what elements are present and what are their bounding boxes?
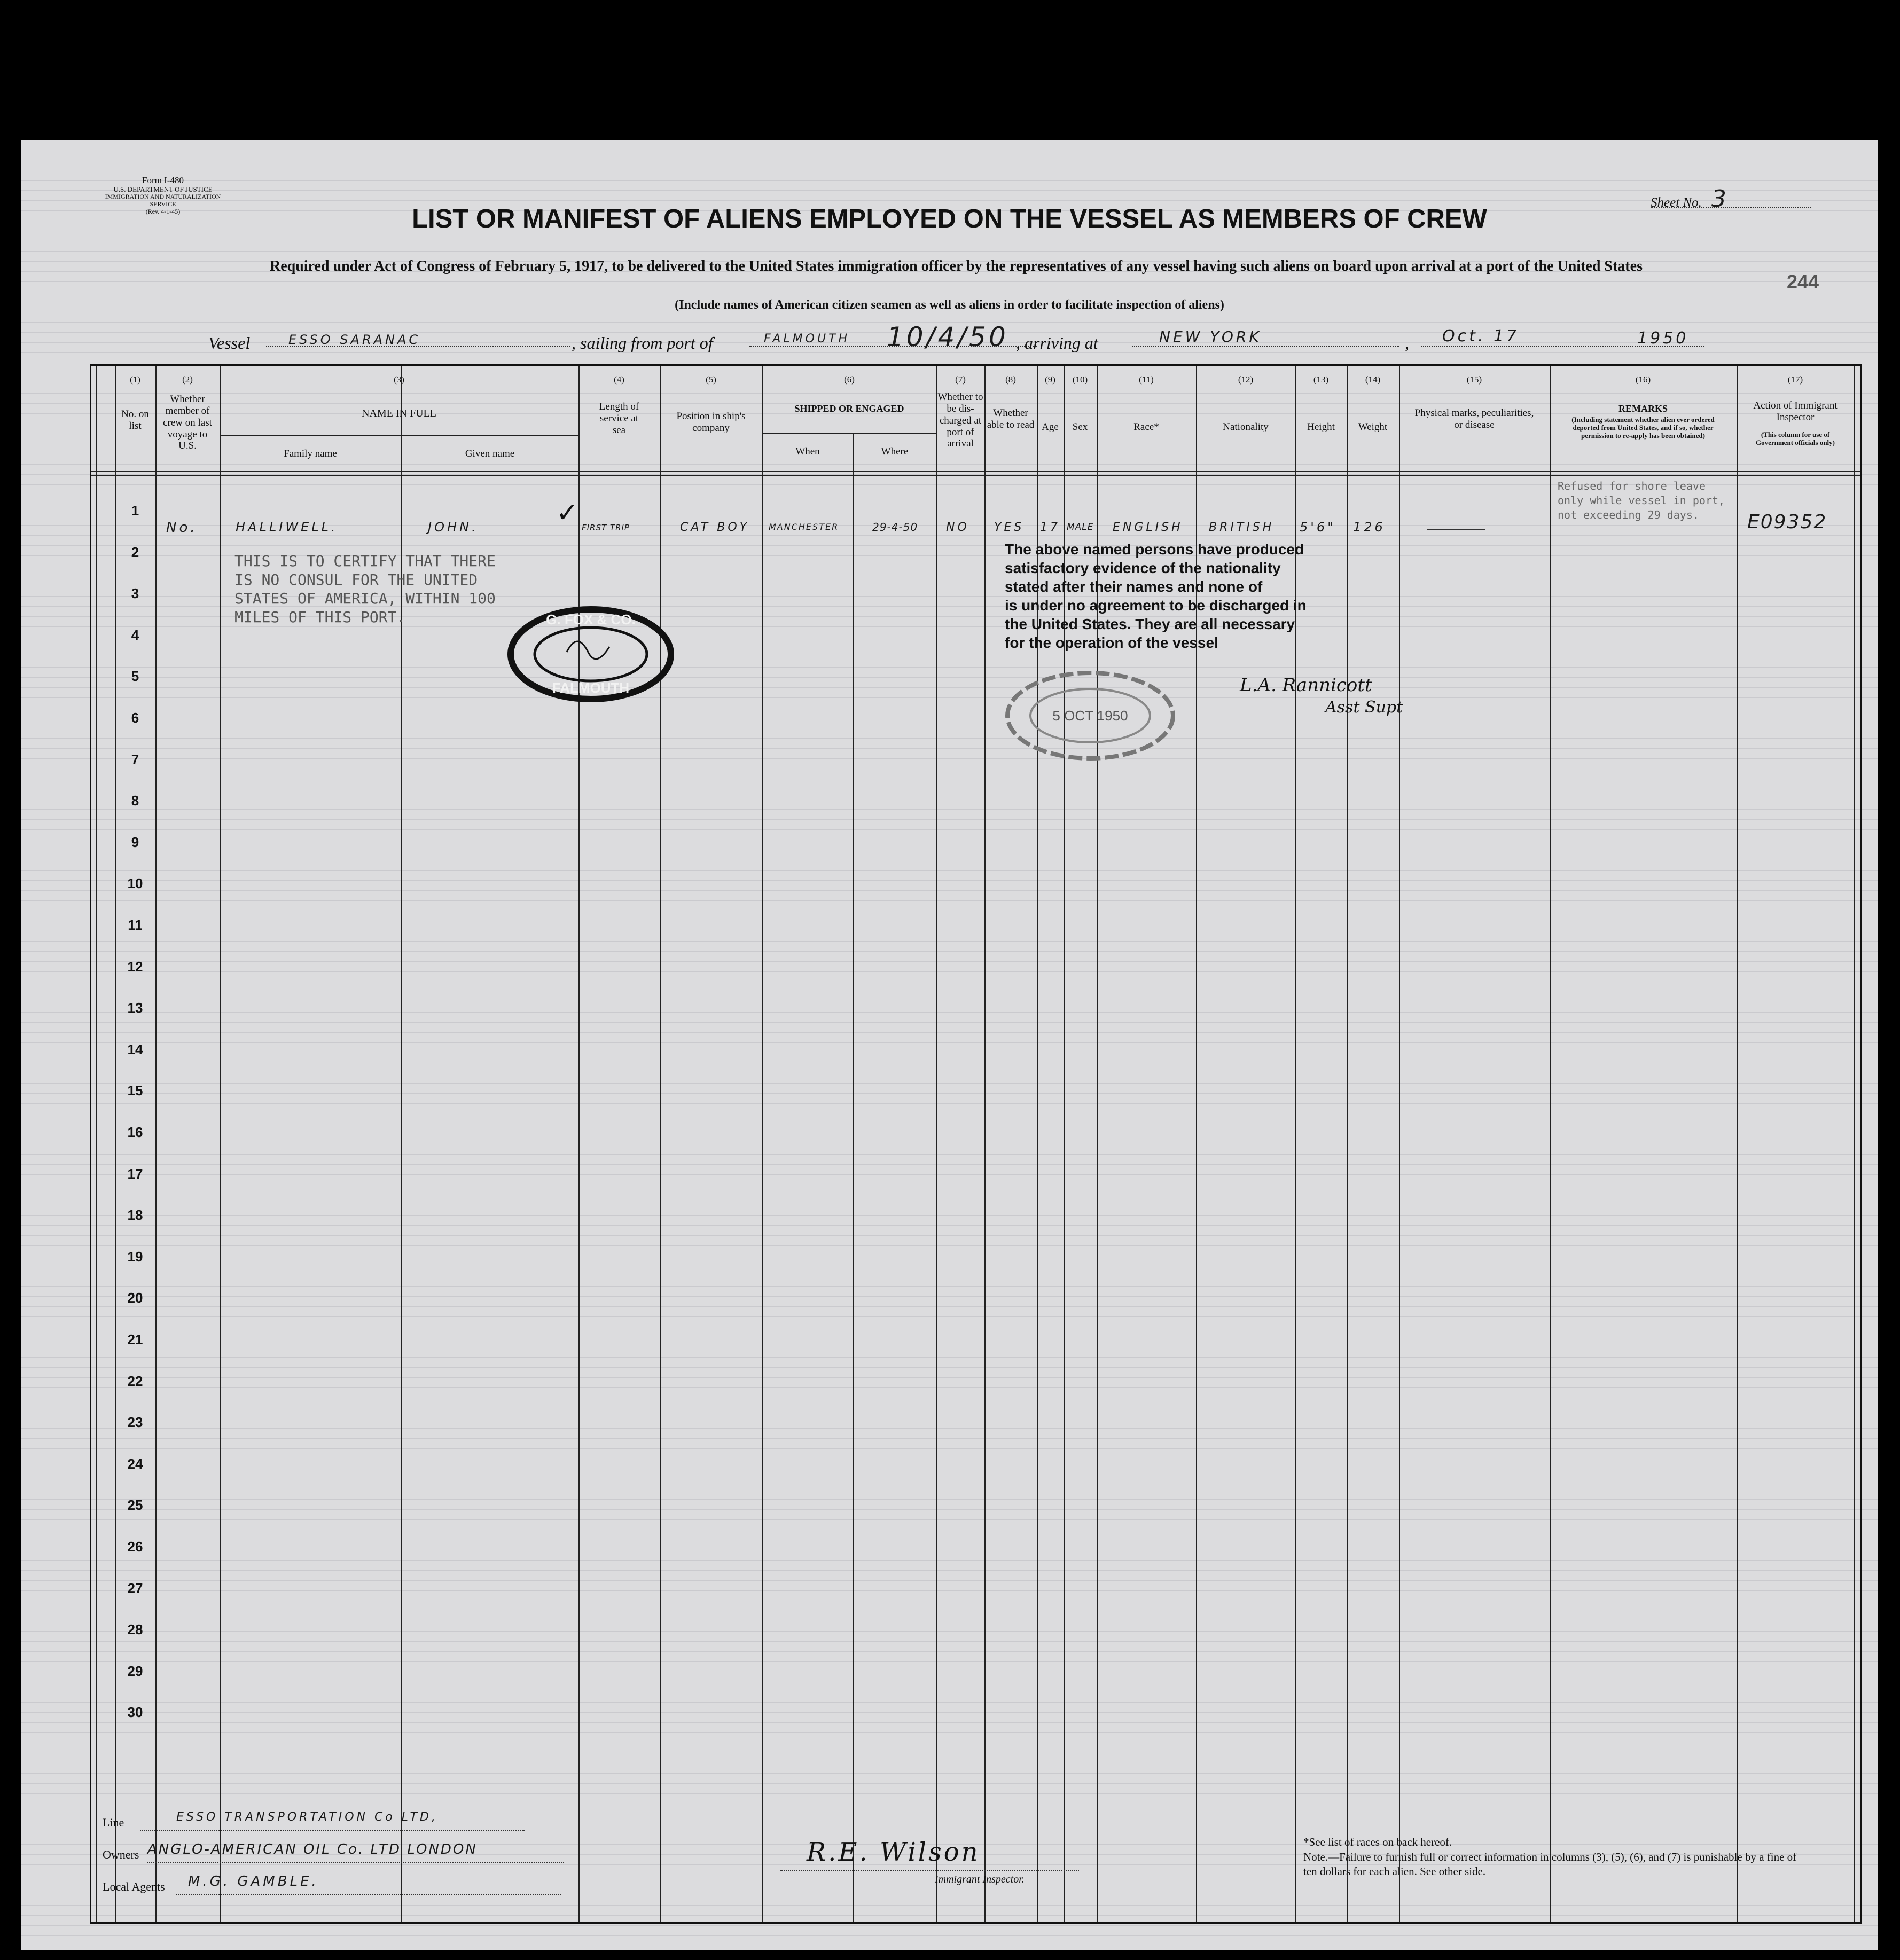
sheet-label: Sheet No. xyxy=(1651,195,1702,210)
col-head-family: Family name xyxy=(284,448,337,459)
cell-nationality: BRITISH xyxy=(1209,521,1275,534)
cell-height: 5'6" xyxy=(1300,520,1336,535)
row-number: 28 xyxy=(127,1621,143,1638)
row-number: 19 xyxy=(127,1248,143,1265)
cell-where: MANCHESTER xyxy=(769,522,839,532)
inspector-signature-line xyxy=(780,1870,1079,1871)
sail-date: 10/4/50 xyxy=(887,322,1008,352)
date-stamp xyxy=(999,665,1181,766)
col-head-sex: Sex xyxy=(1072,421,1088,433)
col-head-remarks: REMARKS xyxy=(1618,403,1668,414)
stamp-number: 244 xyxy=(1787,271,1819,293)
cell-service: FIRST TRIP xyxy=(582,523,630,532)
vessel-name: ESSO SARANAC xyxy=(288,332,421,347)
penalty-note: Note.—Failure to furnish full or correct information in columns (3), (5), (6), and (7) is punishable by a fine of ten dollars for each alien. See other side. xyxy=(1303,1851,1797,1878)
col-head-service: Length of service at sea xyxy=(599,401,639,436)
row-number: 6 xyxy=(131,710,139,726)
check-mark: ✓ xyxy=(556,497,578,528)
cell-discharge: NO xyxy=(946,521,969,534)
row-number: 25 xyxy=(127,1497,143,1514)
statement-line: stated after their names and none of xyxy=(1005,578,1263,595)
revision: (Rev. 4-1-45) xyxy=(145,208,181,216)
arrival-date: Oct. 17 xyxy=(1442,327,1520,346)
cell-physical-dash xyxy=(1427,529,1485,530)
row-number: 8 xyxy=(131,793,139,809)
col-head-remarks-note: (Including statement whether alien ever ordered deported from United States, and if so, whether permission to re-apply has been obtained) xyxy=(1571,415,1715,440)
cell-race: ENGLISH xyxy=(1113,521,1183,534)
cell-sex: MALE xyxy=(1067,522,1094,532)
col-num-14: (14) xyxy=(1365,374,1381,385)
row-number: 1 xyxy=(131,503,139,519)
row-number: 13 xyxy=(127,1000,143,1016)
arriving-label: , arriving at xyxy=(1016,333,1098,352)
col-num-10: (10) xyxy=(1072,374,1088,385)
col-num-13: (13) xyxy=(1313,374,1329,385)
form-number: Form I-480 xyxy=(142,175,184,185)
statement-line: is under no agreement to be discharged in xyxy=(1005,597,1307,614)
row-number: 12 xyxy=(127,958,143,975)
col-head-given: Given name xyxy=(465,448,515,459)
port-to: NEW YORK xyxy=(1159,328,1262,346)
row-number: 20 xyxy=(127,1290,143,1306)
agent-stamp xyxy=(503,601,679,708)
form-subtitle-note: (Include names of American citizen seamen as well as aliens in order to facilitate inspection of aliens) xyxy=(675,298,1224,312)
col-num-5: (5) xyxy=(706,374,716,385)
col-num-15: (15) xyxy=(1466,374,1482,385)
line-label: Line xyxy=(103,1816,124,1829)
col-num-3: (3) xyxy=(394,374,404,385)
department: U.S. DEPARTMENT OF JUSTICE xyxy=(113,185,213,193)
row-number: 5 xyxy=(131,668,139,685)
cell-weight: 126 xyxy=(1353,520,1386,535)
col-num-7: (7) xyxy=(955,374,966,385)
row-number: 26 xyxy=(127,1539,143,1555)
row-number: 2 xyxy=(131,544,139,560)
agent-stamp-place: FALMOUTH xyxy=(552,680,630,696)
cell-age: 17 xyxy=(1040,521,1060,534)
col-head-read: Whether able to read xyxy=(987,407,1035,430)
col-head-discharge: Whether to be dis-charged at port of arrival xyxy=(937,391,983,450)
col-head-position: Position in ship's company xyxy=(676,411,746,434)
row-number: 18 xyxy=(127,1207,143,1224)
statement-line: The above named persons have produced xyxy=(1005,541,1304,558)
service: IMMIGRATION AND NATURALIZATION SERVICE xyxy=(105,193,221,208)
agent-stamp-company: G. FOX & CO. xyxy=(546,611,636,628)
statement-line: for the operation of the vessel xyxy=(1005,634,1218,651)
col-head-age: Age xyxy=(1042,421,1059,433)
col-head-physical: Physical marks, peculiarities, or disease xyxy=(1414,407,1534,430)
col-num-17: (17) xyxy=(1787,374,1803,385)
row-number: 30 xyxy=(127,1704,143,1721)
col-num-12: (12) xyxy=(1238,374,1254,385)
inspector-label: Immigrant Inspector. xyxy=(935,1873,1025,1885)
statement-signature: L.A. Rannicott xyxy=(1240,675,1372,696)
col-num-6: (6) xyxy=(844,374,855,385)
crew-table xyxy=(90,364,1862,1924)
date-stamp-text: 5 OCT 1950 xyxy=(1052,708,1128,724)
vessel-label: Vessel xyxy=(208,333,251,352)
form-title: LIST OR MANIFEST OF ALIENS EMPLOYED ON THE VESSEL AS MEMBERS OF CREW xyxy=(412,205,1487,233)
row-number: 17 xyxy=(127,1165,143,1182)
col-head-no: No. on list xyxy=(121,409,149,432)
nationality-statement xyxy=(1005,540,1368,652)
row-number: 3 xyxy=(131,585,139,602)
col-head-race: Race* xyxy=(1133,421,1159,433)
form-subtitle: Required under Act of Congress of February 5, 1917, to be delivered to the United States immigration officer by the representatives of any vessel having such aliens on board upon arrival at a port of the United States xyxy=(270,258,1643,275)
cell-when: 29-4-50 xyxy=(872,521,918,534)
row-number: 16 xyxy=(127,1124,143,1140)
row-number: 24 xyxy=(127,1455,143,1472)
line-value: ESSO TRANSPORTATION Co LTD, xyxy=(176,1810,438,1824)
comma: , xyxy=(1405,333,1409,352)
statement-line: the United States. They are all necessary xyxy=(1005,616,1295,632)
sheet-number: 3 xyxy=(1711,185,1729,213)
row-number: 11 xyxy=(128,917,143,933)
manifest-sheet xyxy=(21,140,1878,1950)
cell-given-name: JOHN. xyxy=(428,520,479,535)
port-from: FALMOUTH xyxy=(764,332,850,346)
row-number: 29 xyxy=(127,1663,143,1679)
row-number: 9 xyxy=(131,834,139,850)
col-head-prev-voyage: Whether member of crew on last voyage to U.S. xyxy=(163,394,212,452)
row-number: 21 xyxy=(127,1331,143,1347)
col-num-9: (9) xyxy=(1045,374,1055,385)
owners-label: Owners xyxy=(103,1848,139,1861)
arrival-year: 1950 xyxy=(1637,329,1689,348)
inspector-signature: R.E. Wilson xyxy=(807,1837,980,1867)
col-head-inspector-note: (This column for use of Government officials only) xyxy=(1755,430,1835,446)
col-num-16: (16) xyxy=(1635,374,1651,385)
col-head-inspector: Action of Immigrant Inspector xyxy=(1753,400,1838,423)
col-head-height: Height xyxy=(1307,421,1335,433)
col-head-when: When xyxy=(795,446,820,457)
col-head-weight: Weight xyxy=(1358,421,1388,433)
statement-signature-title: Asst Supt xyxy=(1325,698,1403,717)
col-head-where: Where xyxy=(881,446,909,457)
row-number: 22 xyxy=(127,1373,143,1389)
col-num-8: (8) xyxy=(1005,374,1016,385)
cell-prev-voyage: No. xyxy=(166,520,198,536)
row-number: 15 xyxy=(127,1083,143,1099)
row-number: 27 xyxy=(127,1580,143,1596)
col-head-name: NAME IN FULL xyxy=(362,407,436,419)
col-num-11: (11) xyxy=(1139,374,1154,385)
col-head-shipped: SHIPPED OR ENGAGED xyxy=(794,403,904,414)
owners-value: ANGLO-AMERICAN OIL Co. LTD LONDON xyxy=(147,1841,478,1857)
agents-value: M.G. GAMBLE. xyxy=(188,1873,319,1890)
cell-inspector: E09352 xyxy=(1747,511,1827,533)
col-num-1: (1) xyxy=(130,374,140,385)
cell-position: CAT BOY xyxy=(680,521,750,534)
agents-label: Local Agents xyxy=(103,1880,165,1893)
sailing-label: , sailing from port of xyxy=(572,333,713,352)
col-head-nationality: Nationality xyxy=(1223,421,1269,433)
row-number: 14 xyxy=(127,1041,143,1057)
cell-family-name: HALLIWELL. xyxy=(236,520,338,535)
row-number: 7 xyxy=(131,751,139,767)
col-num-4: (4) xyxy=(614,374,624,385)
row-number: 23 xyxy=(127,1414,143,1431)
row-number: 4 xyxy=(131,626,139,643)
cell-read: YES xyxy=(994,521,1025,534)
statement-line: satisfactory evidence of the nationality xyxy=(1005,560,1281,576)
consul-certificate: THIS IS TO CERTIFY THAT THERE IS NO CONSUL FOR THE UNITED STATES OF AMERICA, WITHIN 100 MILES OF THIS PORT. xyxy=(234,552,496,626)
col-num-2: (2) xyxy=(182,374,193,385)
row-number: 10 xyxy=(127,875,143,892)
cell-remarks: Refused for shore leave only while vessel in port, not exceeding 29 days. xyxy=(1558,480,1725,521)
races-note: *See list of races on back hereof. xyxy=(1303,1836,1452,1848)
